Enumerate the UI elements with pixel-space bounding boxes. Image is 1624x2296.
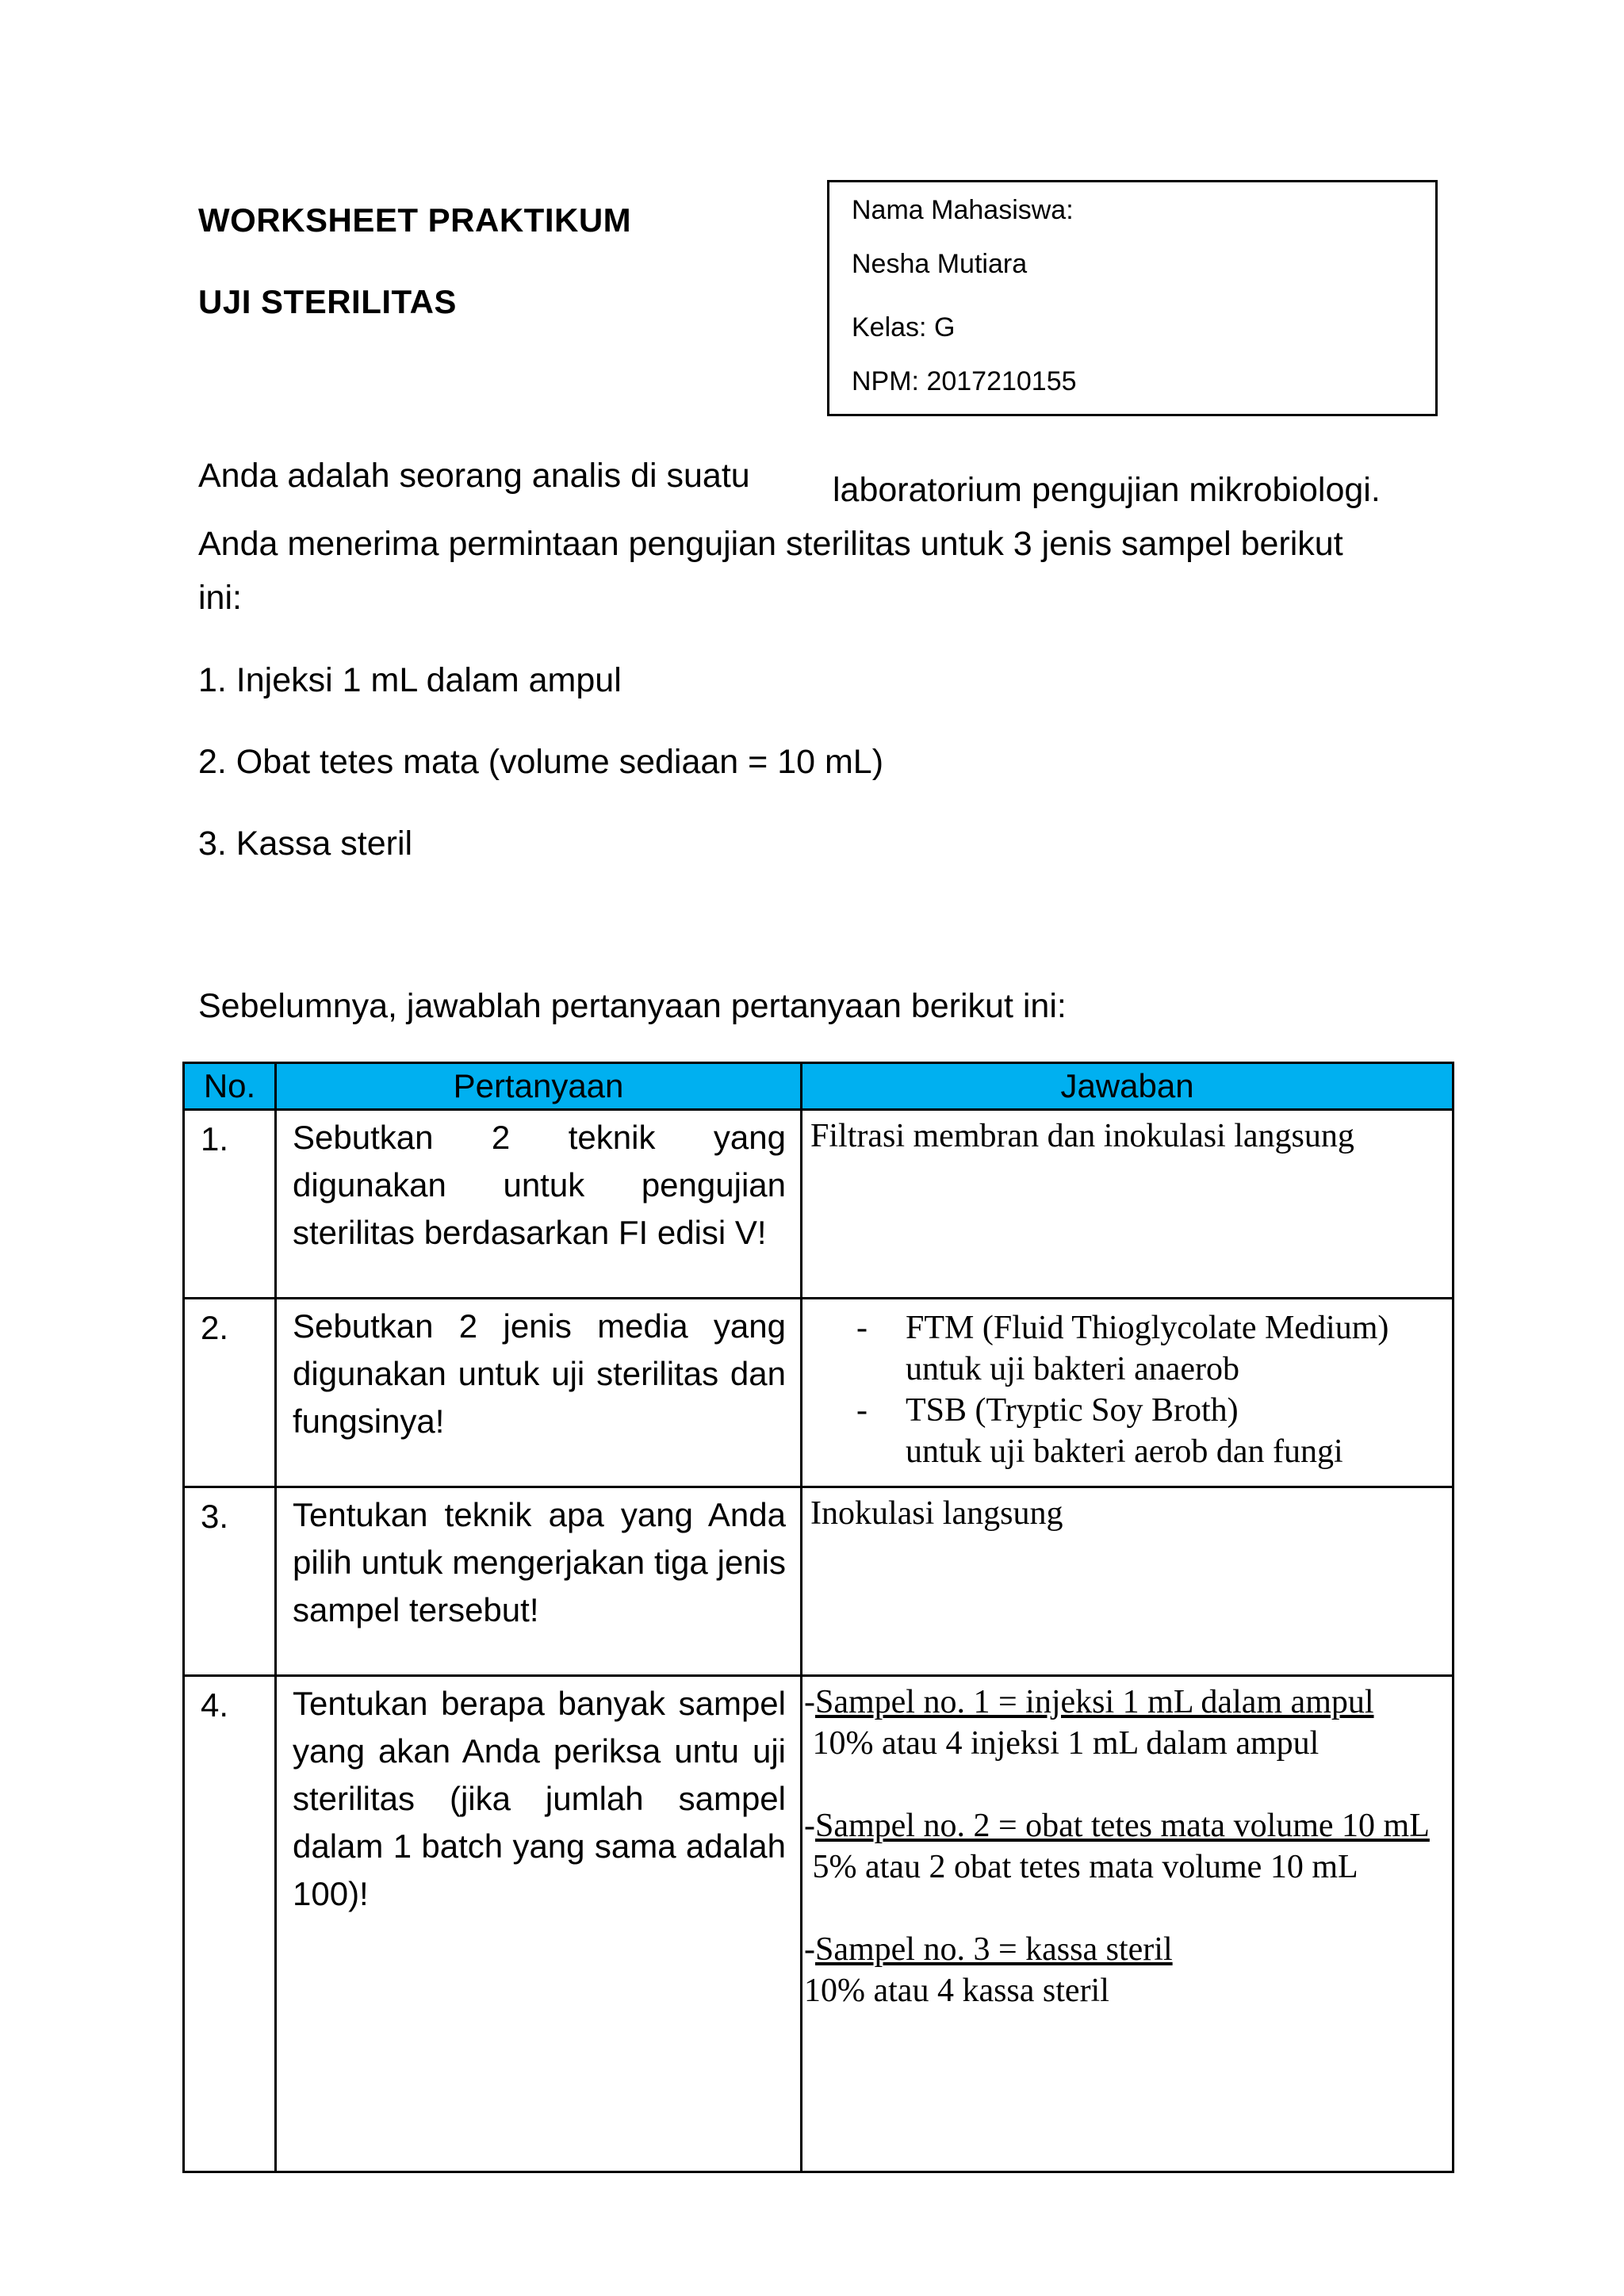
header-question: Pertanyaan <box>276 1063 802 1110</box>
intro-line3: ini: <box>198 579 242 617</box>
row-number: 4. <box>184 1676 276 2172</box>
header-answer: Jawaban <box>802 1063 1454 1110</box>
sample-answer-detail: 10% atau 4 kassa steril <box>804 1973 1109 2009</box>
sample-answer-detail: 10% atau 4 injeksi 1 mL dalam ampul <box>804 1725 1320 1762</box>
question-text: Sebutkan 2 teknik yang digunakan untuk pengujian sterilitas berdasarkan FI edisi V! <box>276 1110 802 1299</box>
bullet-dash: - <box>856 1392 868 1429</box>
bullet-dash: - <box>804 1808 815 1844</box>
sample-item: 1. Injeksi 1 mL dalam ampul <box>198 661 622 699</box>
media-name: FTM (Fluid Thioglycolate Medium) <box>906 1310 1389 1346</box>
answer-list-item <box>810 1390 1444 1472</box>
bullet-dash: - <box>804 1684 815 1720</box>
qa-table <box>182 1062 1454 2173</box>
sample-answer-head <box>804 1682 1444 1723</box>
worksheet-subtitle: UJI STERILITAS <box>198 283 457 320</box>
table-header-row <box>184 1063 1454 1110</box>
answer-list-item <box>810 1307 1444 1390</box>
row-number: 2. <box>184 1299 276 1487</box>
question-text: Sebutkan 2 jenis media yang digunakan untuk uji sterilitas dan fungsinya! <box>276 1299 802 1487</box>
worksheet-title: WORKSHEET PRAKTIKUM <box>198 201 632 239</box>
row-number: 1. <box>184 1110 276 1299</box>
question-text: Tentukan berapa banyak sampel yang akan Anda periksa untu uji sterilitas (jika jumlah sampel dalam 1 batch yang sama adalah 100)! <box>276 1676 802 2172</box>
bullet-dash: - <box>856 1310 868 1346</box>
sample-answer-title: Sampel no. 2 = obat tetes mata volume 10 mL <box>815 1808 1430 1844</box>
table-row <box>184 1110 1454 1299</box>
student-name-label: Nama Mahasiswa: <box>852 195 1074 225</box>
student-info-box <box>827 180 1438 416</box>
sample-answer-head <box>804 1929 1444 1970</box>
intro-line2: Anda menerima permintaan pengujian sterilitas untuk 3 jenis sampel berikut <box>198 525 1343 563</box>
media-name: TSB (Tryptic Soy Broth) <box>906 1392 1239 1429</box>
table-row <box>184 1676 1454 2172</box>
bullet-dash: - <box>804 1931 815 1968</box>
table-row <box>184 1299 1454 1487</box>
answer-text: Inokulasi langsung <box>802 1487 1454 1676</box>
student-npm: NPM: 2017210155 <box>852 366 1077 396</box>
intro-line1-part1: Anda adalah seorang analis di suatu <box>198 457 750 495</box>
sample-answer-detail: 5% atau 2 obat tetes mata volume 10 mL <box>804 1849 1358 1885</box>
answer-list <box>802 1299 1454 1487</box>
table-row <box>184 1487 1454 1676</box>
sample-answer-title: Sampel no. 3 = kassa steril <box>815 1931 1173 1968</box>
intro-line1-part2: laboratorium pengujian mikrobiologi. <box>833 471 1381 509</box>
sample-item: 3. Kassa steril <box>198 825 413 863</box>
student-class: Kelas: G <box>852 312 956 342</box>
media-function: untuk uji bakteri anaerob <box>906 1351 1240 1387</box>
sample-answer-title: Sampel no. 1 = injeksi 1 mL dalam ampul <box>815 1684 1374 1720</box>
header-no: No. <box>184 1063 276 1110</box>
answer-text: Filtrasi membran dan inokulasi langsung <box>802 1110 1454 1299</box>
sample-answer-head <box>804 1805 1444 1846</box>
sample-item: 2. Obat tetes mata (volume sediaan = 10 mL) <box>198 743 884 781</box>
answer-blocks <box>802 1676 1454 2172</box>
row-number: 3. <box>184 1487 276 1676</box>
media-function: untuk uji bakteri aerob dan fungi <box>906 1433 1343 1470</box>
questions-prompt: Sebelumnya, jawablah pertanyaan pertanyaan berikut ini: <box>198 987 1067 1025</box>
question-text: Tentukan teknik apa yang Anda pilih untuk mengerjakan tiga jenis sampel tersebut! <box>276 1487 802 1676</box>
student-name: Nesha Mutiara <box>852 249 1028 279</box>
